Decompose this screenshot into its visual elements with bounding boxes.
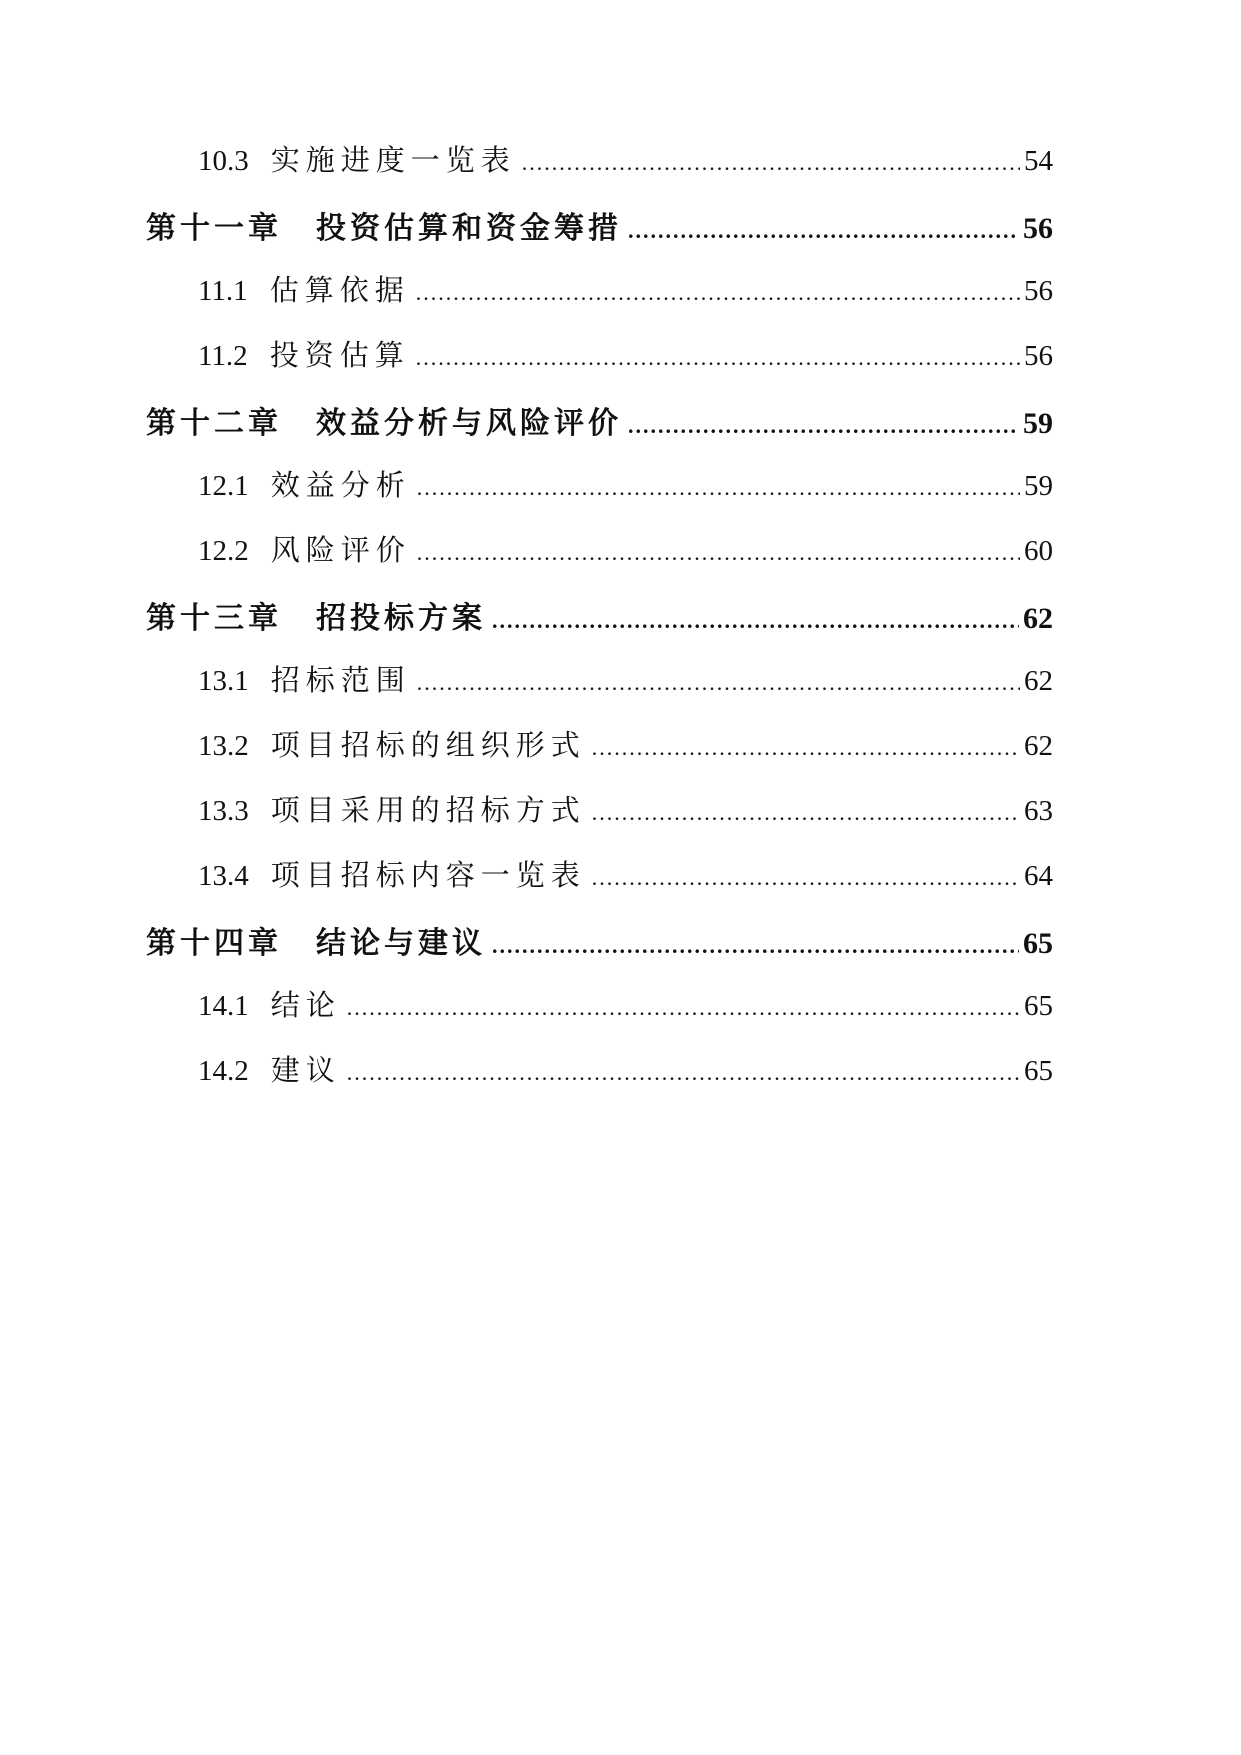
toc-chapter-number: 第十一章 [146,212,282,245]
toc-entry-12-1[interactable] [0,463,1241,528]
toc-entry-page: 63 [1024,795,1053,827]
toc-entry-page: 62 [1024,730,1053,762]
dot-leader [347,1060,1020,1086]
toc-chapter-page: 65 [1023,927,1053,960]
dot-leader [522,150,1020,176]
table-of-contents [0,138,1241,1113]
toc-entry-title: 项目采用的招标方式 [270,795,586,827]
toc-entry-title: 建议 [270,1055,341,1087]
toc-entry-number: 13.4 [198,860,249,892]
toc-chapter-title: 效益分析与风险评价 [316,407,622,440]
toc-entry-title: 项目招标内容一览表 [270,860,586,892]
toc-entry-page: 65 [1024,1055,1053,1087]
toc-entry-number: 14.1 [198,990,249,1022]
toc-entry-number: 12.2 [198,535,249,567]
toc-chapter-12[interactable] [0,398,1241,463]
toc-chapter-14[interactable] [0,918,1241,983]
toc-entry-number: 11.2 [198,340,248,372]
toc-entry-page: 65 [1024,990,1053,1022]
toc-entry-page: 60 [1024,535,1053,567]
toc-entry-number: 13.1 [198,665,249,697]
toc-entry-title: 风险评价 [270,535,411,567]
toc-chapter-page: 56 [1023,212,1053,245]
toc-chapter-number: 第十三章 [146,602,282,635]
toc-entry-page: 64 [1024,860,1053,892]
toc-entry-title: 项目招标的组织形式 [270,730,586,762]
toc-entry-11-1[interactable] [0,268,1241,333]
dot-leader [592,865,1020,891]
toc-chapter-13[interactable] [0,593,1241,658]
toc-entry-11-2[interactable] [0,333,1241,398]
toc-entry-13-2[interactable] [0,723,1241,788]
toc-chapter-11[interactable] [0,203,1241,268]
toc-chapter-page: 59 [1023,407,1053,440]
toc-entry-10-3[interactable] [0,138,1241,203]
toc-chapter-title: 招投标方案 [316,602,486,635]
toc-chapter-number: 第十四章 [146,927,282,960]
toc-chapter-title: 结论与建议 [316,927,486,960]
toc-entry-number: 13.2 [198,730,249,762]
toc-entry-13-3[interactable] [0,788,1241,853]
toc-entry-12-2[interactable] [0,528,1241,593]
toc-entry-page: 59 [1024,470,1053,502]
dot-leader [417,540,1020,566]
toc-entry-page: 62 [1024,665,1053,697]
toc-entry-title: 投资估算 [269,340,410,372]
toc-entry-page: 54 [1024,145,1053,177]
toc-entry-number: 11.1 [198,275,248,307]
dot-leader [492,608,1019,634]
toc-entry-number: 10.3 [198,145,249,177]
toc-entry-title: 估算依据 [269,275,410,307]
toc-entry-13-1[interactable] [0,658,1241,723]
dot-leader [492,933,1019,959]
toc-chapter-title: 投资估算和资金筹措 [316,212,622,245]
toc-entry-page: 56 [1024,275,1053,307]
toc-entry-14-2[interactable] [0,1048,1241,1113]
toc-chapter-number: 第十二章 [146,407,282,440]
toc-entry-page: 56 [1024,340,1053,372]
toc-entry-number: 14.2 [198,1055,249,1087]
dot-leader [417,475,1020,501]
toc-entry-13-4[interactable] [0,853,1241,918]
toc-entry-title: 实施进度一览表 [270,145,516,177]
toc-entry-title: 效益分析 [270,470,411,502]
dot-leader [592,800,1020,826]
dot-leader [416,345,1020,371]
toc-entry-14-1[interactable] [0,983,1241,1048]
toc-entry-title: 结论 [270,990,341,1022]
dot-leader [628,218,1019,244]
dot-leader [628,413,1019,439]
dot-leader [592,735,1020,761]
toc-chapter-page: 62 [1023,602,1053,635]
toc-entry-number: 12.1 [198,470,249,502]
dot-leader [417,670,1020,696]
dot-leader [347,995,1020,1021]
toc-entry-title: 招标范围 [270,665,411,697]
dot-leader [416,280,1020,306]
toc-entry-number: 13.3 [198,795,249,827]
